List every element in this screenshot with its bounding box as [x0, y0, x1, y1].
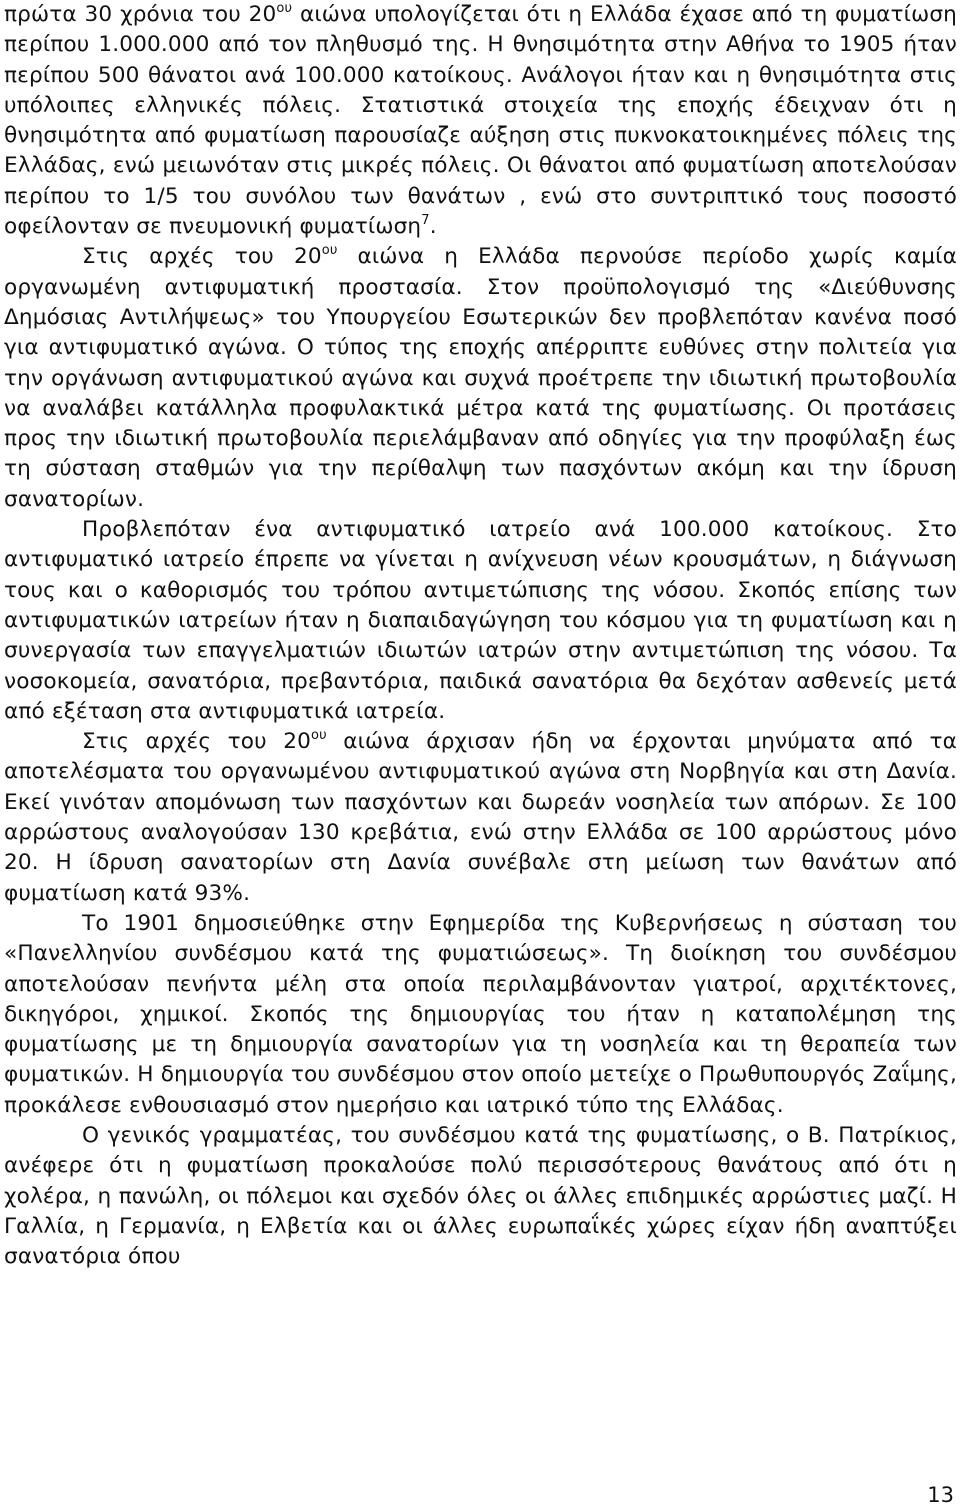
paragraph-5 — [4, 909, 957, 1121]
text-segment: Στις αρχές του 20 — [82, 244, 322, 270]
paragraph-2 — [4, 242, 957, 515]
text-segment: Το 1901 δημοσιεύθηκε στην Εφημερίδα της Κυβερνήσεως η σύσταση του «Πανελληνίου συνδέσμου κατά της φυματιώσεως». Τη διοίκηση του συνδέσμου αποτελούσαν πενήντα μέλη στα οποία περιλαμβάνονταν γιατροί, αρχιτέκτονες, δικηγόροι, χημικοί. Σκοπός της δημιουργίας του ήταν η καταπολέμηση της φυματίωσης με τη δημιουργία σανατορίων για τη νοσηλεία και τη θεραπεία των φυματικών. Η δημιουργία του συνδέσμου στον οποίο μετείχε ο Πρωθυπουργός Ζαΐμης, προκάλεσε ενθουσιασμό στον ημερήσιο και ιατρικό τύπο της Ελλάδας. — [4, 910, 957, 1118]
paragraph-3 — [4, 515, 957, 727]
text-segment: πρώτα 30 χρόνια του 20 — [4, 2, 277, 27]
superscript: 7 — [421, 212, 430, 228]
paragraph-4 — [4, 727, 957, 909]
text-segment: Προβλεπόταν ένα αντιφυματικό ιατρείο ανά 100.000 κατοίκους. Στο αντιφυματικό ιατρείο έπρεπε να γίνεται η ανίχνευση νέων κρουσμάτων, η διάγνωση τους και ο καθορισμός του τρόπου αντιμετώπισης της νόσου. Σκοπός επίσης των αντιφυματικών ιατρείων ήταν η διαπαιδαγώγηση του κόσμου για τη φυματίωση και η συνεργασία των επαγγελματιών ιδιωτών ιατρών στην αντιμετώπιση της νόσου. Τα νοσοκομεία, σανατόρια, πρεβαντόρια, παιδικά σανατόρια θα δεχόταν ασθενείς μετά από εξέταση στα αντιφυματικά ιατρεία. — [4, 517, 957, 724]
superscript: ου — [276, 0, 293, 16]
page-number: 13 — [927, 1483, 954, 1507]
text-segment: Στις αρχές του 20 — [82, 729, 311, 755]
text-segment: αιώνα υπολογίζεται ότι η Ελλάδα έχασε από τη φυματίωση περίπου 1.000.000 από τον πληθυσμό της. Η θνησιμότητα στην Αθήνα το 1905 ήταν περίπου 500 θάνατοι ανά 100.000 κατοίκους. Ανάλογοι ήταν και η θνησιμότητα στις υπόλοιπες ελληνικές πόλεις. Στατιστικά στοιχεία της εποχής έδειχναν ότι η θνησιμότητα από φυματίωση παρουσίαζε αύξηση στις πυκνοκατοικημένες πόλεις της Ελλάδας, ενώ μειωνόταν στις μικρές πόλεις. Οι θάνατοι από φυματίωση αποτελούσαν περίπου το 1/5 του συνόλου των θανάτων , ενώ στο συντριπτικό τους ποσοστό οφείλονταν σε πνευμονική φυματίωση — [4, 2, 958, 240]
document-page — [4, 0, 957, 1272]
paragraph-6 — [4, 1121, 957, 1272]
paragraph-1 — [4, 0, 957, 242]
text-segment: αιώνα άρχισαν ήδη να έρχονται μηνύματα από τα αποτελέσματα του οργανωμένου αντιφυματικού αγώνα στη Νορβηγία και στη Δανία. Εκεί γινόταν απομόνωση των πασχόντων και δωρεάν νοσηλεία των απόρων. Σε 100 αρρώστους αναλογούσαν 130 κρεβάτια, ενώ στην Ελλάδα σε 100 αρρώστους μόνο 20. Η ίδρυση σανατορίων στη Δανία συνέβαλε στη μείωση των θανάτων από φυματίωση κατά 93%. — [4, 729, 957, 906]
superscript: ου — [321, 243, 338, 259]
text-segment: . — [429, 214, 437, 240]
text-segment: αιώνα η Ελλάδα περνούσε περίοδο χωρίς καμία οργανωμένη αντιφυματική προστασία. Στον προϋπολογισμό της «Διεύθυνσης Δημόσιας Αντιλήψεως» του Υπουργείου Εσωτερικών δεν προβλεπόταν κανένα ποσό για αντιφυματικό αγώνα. Ο τύπος της εποχής απέρριπτε ευθύνες στην πολιτεία για την οργάνωση αντιφυματικού αγώνα και συχνά προέτρεπε την ιδιωτική πρωτοβουλία να αναλάβει κατάλληλα προφυλακτικά μέτρα κατά της φυματίωσης. Οι προτάσεις προς την ιδιωτική πρωτοβουλία περιελάμβαναν από οδηγίες για την προφύλαξη έως τη σύσταση σταθμών για την περίθαλψη των πασχόντων ακόμη και την ίδρυση σανατορίων. — [4, 244, 957, 512]
superscript: ου — [310, 727, 327, 743]
text-segment: Ο γενικός γραμματέας, του συνδέσμου κατά της φυματίωσης, ο Β. Πατρίκιος, ανέφερε ότι η φυματίωση προκαλούσε πολύ περισσότερους θανάτους από ότι η χολέρα, η πανώλη, οι πόλεμοι και σχεδόν όλες οι άλλες επιδημικές αρρώστιες μαζί. Η Γαλλία, η Γερμανία, η Ελβετία και οι άλλες ευρωπαΐκές χώρες είχαν ήδη αναπτύξει σανατόρια όπου — [4, 1122, 957, 1270]
